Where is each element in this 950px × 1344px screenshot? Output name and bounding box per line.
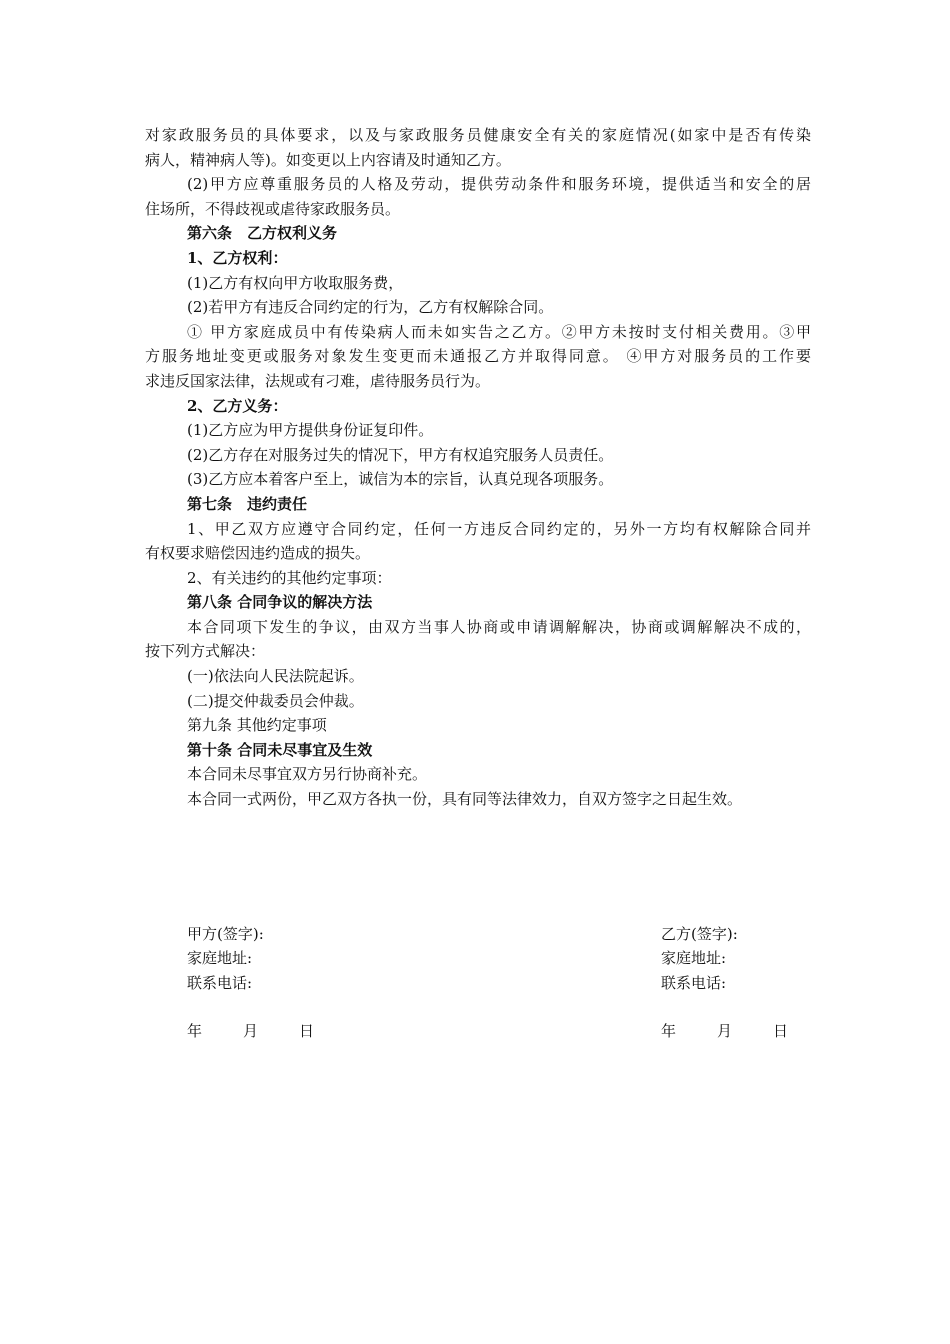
paragraph-line: (2)甲方应尊重服务员的人格及劳动，提供劳动条件和服务环境，提供适当和安全的居 <box>187 175 811 194</box>
party-b-phone-label: 联系电话: <box>661 973 727 992</box>
paragraph-line: (一)依法向人民法院起诉。 <box>187 667 364 686</box>
party-b-gap <box>661 995 829 1019</box>
paragraph-line: (1)乙方有权向甲方收取服务费， <box>187 273 404 292</box>
party-a-signature <box>187 922 661 1044</box>
party-a-address-label: 家庭地址: <box>187 949 253 968</box>
party-a-sign-label: 甲方(签字): <box>187 924 264 943</box>
party-a-gap <box>187 995 661 1019</box>
paragraph-line: 求违反国家法律，法规或有刁难，虐待服务员行为。 <box>145 371 491 390</box>
paragraph-line: 对家政服务员的具体要求，以及与家政服务员健康安全有关的家庭情况(如家中是否有传染 <box>145 126 811 144</box>
paragraph-line: 住场所，不得歧视或虐待家政服务员。 <box>145 199 401 218</box>
party-a-phone-label: 联系电话: <box>187 973 253 992</box>
section-heading: 2、乙方义务： <box>187 396 288 415</box>
section-heading: 第六条 乙方权利义务 <box>187 224 338 243</box>
paragraph-line: ① 甲方家庭成员中有传染病人而未如实告之乙方。②甲方未按时支付相关费用。③甲 <box>187 322 811 341</box>
party-b-date <box>661 1019 829 1044</box>
party-b-address-label: 家庭地址: <box>661 949 727 968</box>
paragraph-line: (3)乙方应本着客户至上，诚信为本的宗旨，认真兑现各项服务。 <box>187 470 614 489</box>
paragraph-line: 方服务地址变更或服务对象发生变更而未通报乙方并取得同意。 ④甲方对服务员的工作要 <box>145 347 811 366</box>
contract-page <box>145 123 811 1044</box>
paragraph-line: 2、有关违约的其他约定事项： <box>187 568 392 587</box>
paragraph-line: 1、甲乙双方应遵守合同约定，任何一方违反合同约定的，另外一方均有权解除合同并 <box>187 519 811 538</box>
paragraph-line: 本合同一式两份，甲乙双方各执一份，具有同等法律效力，自双方签字之日起生效。 <box>187 790 743 809</box>
paragraph-line: 本合同项下发生的争议，由双方当事人协商或申请调解解决，协商或调解解决不成的， <box>187 617 811 636</box>
party-b-date-month: 月 <box>717 1022 733 1041</box>
party-b-sign-label: 乙方(签字): <box>661 924 738 943</box>
party-a-date-day: 日 <box>299 1022 315 1041</box>
party-a-date-year: 年 <box>187 1022 203 1041</box>
paragraph-line: 有权要求赔偿因违约造成的损失。 <box>145 544 371 563</box>
paragraph-line: 本合同未尽事宜双方另行协商补充。 <box>187 765 428 784</box>
section-heading: 1、乙方权利： <box>187 248 288 267</box>
party-a-date-month: 月 <box>243 1022 259 1041</box>
party-b-date-year: 年 <box>661 1022 677 1041</box>
party-b-signature <box>661 922 829 1044</box>
party-a-date <box>187 1019 661 1044</box>
paragraph-line: 按下列方式解决： <box>145 642 266 661</box>
contract-body <box>145 123 811 812</box>
signature-spacer <box>145 812 811 922</box>
paragraph-line: (2)乙方存在对服务过失的情况下，甲方有权追究服务人员责任。 <box>187 445 614 464</box>
signature-block <box>145 922 849 1044</box>
party-b-date-day: 日 <box>773 1022 789 1041</box>
paragraph-line: 病人，精神病人等)。如变更以上内容请及时通知乙方。 <box>145 150 511 169</box>
section-heading: 第十条 合同未尽事宜及生效 <box>187 740 373 759</box>
paragraph-line: (1)乙方应为甲方提供身份证复印件。 <box>187 421 434 440</box>
paragraph-line: (2)若甲方有违反合同约定的行为，乙方有权解除合同。 <box>187 298 554 317</box>
paragraph-line: (二)提交仲裁委员会仲裁。 <box>187 691 364 710</box>
paragraph-line: 第九条 其他约定事项 <box>187 716 327 735</box>
section-heading: 第八条 合同争议的解决方法 <box>187 593 373 612</box>
section-heading: 第七条 违约责任 <box>187 494 308 513</box>
